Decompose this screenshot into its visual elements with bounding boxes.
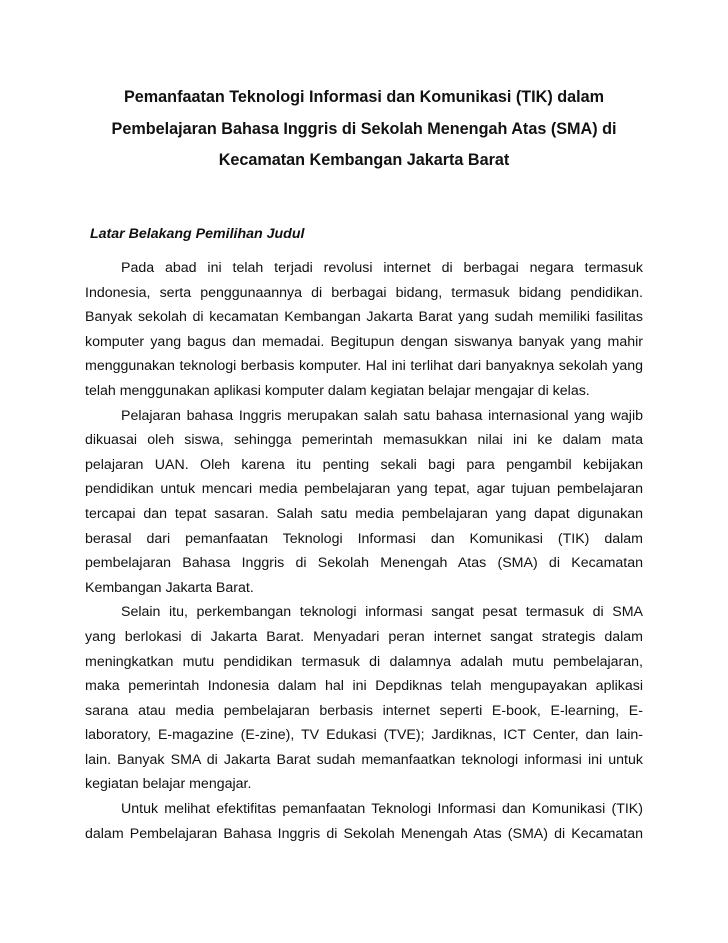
section-heading: Latar Belakang Pemilihan Judul xyxy=(90,226,305,242)
title-line: Kecamatan Kembangan Jakarta Barat xyxy=(218,151,510,169)
text-line: dikuasai oleh siswa, sehingga pemerintah memasukkan nilai ini ke dalam mata xyxy=(85,432,643,449)
text-line: pelajaran UAN. Oleh karena itu penting sekali bagi para pengambil kebijakan xyxy=(85,456,643,473)
title-line: Pemanfaatan Teknologi Informasi dan Komunikasi (TIK) dalam xyxy=(123,88,604,106)
text-line: kegiatan belajar mengajar. xyxy=(85,776,252,793)
text-line: telah menggunakan aplikasi komputer dalam kegiatan belajar mengajar di kelas. xyxy=(85,382,590,399)
text-line: tercapai dan tepat sasaran. Salah satu media pembelajaran yang dapat digunakan xyxy=(85,505,643,522)
text-line: lain. Banyak SMA di Jakarta Barat sudah memanfaatkan teknologi informasi ini untuk xyxy=(85,751,643,768)
text-line: Banyak sekolah di kecamatan Kembangan Jakarta Barat yang sudah memiliki fasilitas xyxy=(85,309,643,326)
document-title xyxy=(84,82,644,177)
text-line: Selain itu, perkembangan teknologi informasi sangat pesat termasuk di SMA xyxy=(121,604,643,621)
text-line: pendidikan untuk mencari media pembelajaran yang tepat, agar tujuan pembelajaran xyxy=(85,481,643,498)
text-line: Untuk melihat efektifitas pemanfaatan Teknologi Informasi dan Komunikasi (TIK) xyxy=(121,801,643,818)
text-line: sarana atau media pembelajaran berbasis internet seperti E-book, E-learning, E- xyxy=(85,702,643,719)
text-line: Pelajaran bahasa Inggris merupakan salah satu bahasa internasional yang wajib xyxy=(121,407,643,424)
text-line: Kembangan Jakarta Barat. xyxy=(85,579,254,596)
text-line: yang berlokasi di Jakarta Barat. Menyadari peran internet sangat strategis dalam xyxy=(85,628,643,645)
body-text xyxy=(85,256,643,846)
text-line: berasal dari pemanfaatan Teknologi Informasi dan Komunikasi (TIK) dalam xyxy=(85,530,643,547)
text-line: Pada abad ini telah terjadi revolusi internet di berbagai negara termasuk xyxy=(121,260,643,276)
text-line: pembelajaran Bahasa Inggris di Sekolah Menengah Atas (SMA) di Kecamatan xyxy=(85,555,643,572)
text-line: komputer yang bagus dan memadai. Begitupun dengan siswanya banyak yang mahir xyxy=(85,333,643,350)
text-line: Indonesia, serta penggunaannya di berbagai bidang, termasuk bidang pendidikan. xyxy=(85,284,643,301)
text-line: laboratory, E-magazine (E-zine), TV Edukasi (TVE); Jardiknas, ICT Center, dan lain- xyxy=(85,727,643,744)
text-line: menggunakan teknologi berbasis komputer. Hal ini terlihat dari banyaknya sekolah yang xyxy=(85,358,643,375)
text-line: dalam Pembelajaran Bahasa Inggris di Sekolah Menengah Atas (SMA) di Kecamatan xyxy=(85,825,643,842)
text-line: maka pemerintah Indonesia dalam hal ini Depdiknas telah mengupayakan aplikasi xyxy=(85,678,643,695)
text-line: meningkatkan mutu pendidikan termasuk di dalamnya adalah mutu pembelajaran, xyxy=(85,653,643,670)
title-line: Pembelajaran Bahasa Inggris di Sekolah Menengah Atas (SMA) di xyxy=(111,119,617,138)
